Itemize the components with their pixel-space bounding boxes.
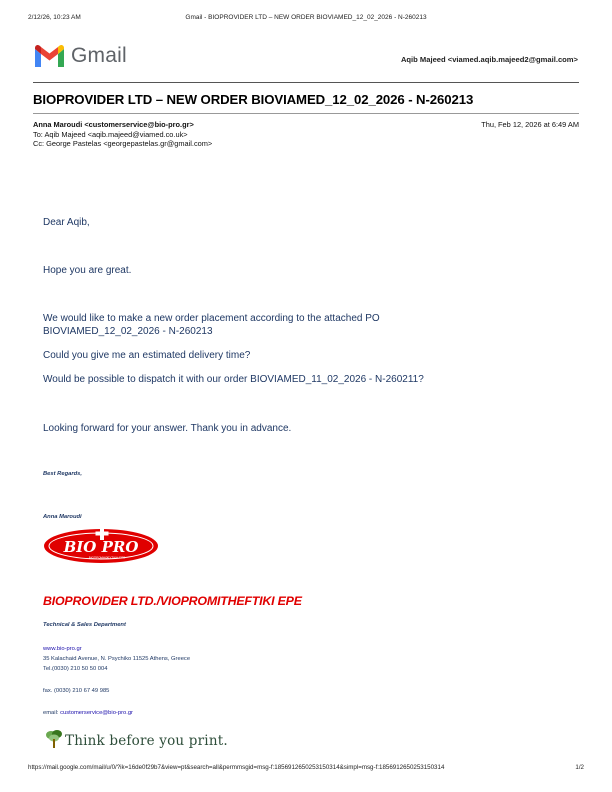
- body-line: Looking forward for your answer. Thank you in advance.: [43, 423, 292, 434]
- tree-icon: [45, 729, 63, 749]
- recipient-to: To: Aqib Majeed <aqib.majeed@viamed.co.uk>: [33, 129, 188, 139]
- divider: [33, 113, 579, 114]
- sent-date: Thu, Feb 12, 2026 at 6:49 AM: [481, 120, 579, 129]
- body-line: We would like to make a new order placement according to the attached PO: [43, 313, 380, 324]
- body-line: BIOVIAMED_12_02_2026 - N-260213: [43, 326, 213, 337]
- print-title: Gmail - BIOPROVIDER LTD – NEW ORDER BIOVIAMED_12_02_2026 - N-260213: [185, 14, 427, 21]
- gmail-wordmark: Gmail: [71, 44, 127, 67]
- fax: fax. (0030) 210 67 49 985: [43, 688, 110, 694]
- address: 35 Kalachaid Avenue, N. Psychiko 11525 Athens, Greece: [43, 656, 191, 662]
- email-link[interactable]: customerservice@bio-pro.gr: [60, 710, 133, 716]
- divider: [33, 82, 579, 83]
- gmail-header: [33, 40, 133, 74]
- email-meta: [33, 120, 579, 149]
- telephone: Tel.(0030) 210 50 50 004: [43, 666, 108, 672]
- sender: Anna Maroudi <customerservice@bio-pro.gr>: [33, 120, 194, 129]
- signature-name: Anna Maroudi: [43, 514, 82, 520]
- bio-pro-logo-icon: [43, 525, 159, 565]
- print-datetime: 2/12/26, 10:23 AM: [28, 14, 81, 21]
- gmail-logo-icon: [33, 44, 66, 69]
- logo-text: BIO PRO: [63, 538, 139, 556]
- recipient-cc: Cc: George Pastelas <georgepastelas.gr@gmail.com>: [33, 139, 213, 148]
- department: Technical & Sales Department: [43, 622, 126, 628]
- think-text: Think before you print.: [65, 733, 228, 749]
- body-line: Could you give me an estimated delivery time?: [43, 350, 251, 361]
- print-header: [28, 14, 584, 24]
- email-subject: BIOPROVIDER LTD – NEW ORDER BIOVIAMED_12_02_2026 - N-260213: [33, 92, 474, 107]
- print-footer: [28, 764, 584, 774]
- email-label: email:: [43, 710, 59, 716]
- page-number: 1/2: [575, 764, 584, 771]
- company-name: BIOPROVIDER LTD./VIOPROMITHEFTIKI EPE: [43, 594, 302, 608]
- body-line: Would be possible to dispatch it with our order BIOVIAMED_11_02_2026 - N-260211?: [43, 374, 424, 385]
- logo-subtext: ΒΙΟΠΡΟΜΗΘΕΥΤΙΚΗ ΕΠΕ: [88, 555, 126, 560]
- body-line: Hope you are great.: [43, 265, 132, 276]
- website-link[interactable]: www.bio-pro.gr: [43, 646, 82, 652]
- regards: Best Regards,: [43, 471, 82, 477]
- account-email: Aqib Majeed <viamed.aqib.majeed2@gmail.com>: [400, 55, 578, 64]
- greeting: Dear Aqib,: [43, 217, 90, 228]
- print-url: https://mail.google.com/mail/u/0/?ik=16de0f29b7&view=pt&search=all&permmsgid=msg-f:1856912650253150314&simpl=msg-f:1856912650253150314: [28, 764, 445, 771]
- email-line: [43, 710, 133, 716]
